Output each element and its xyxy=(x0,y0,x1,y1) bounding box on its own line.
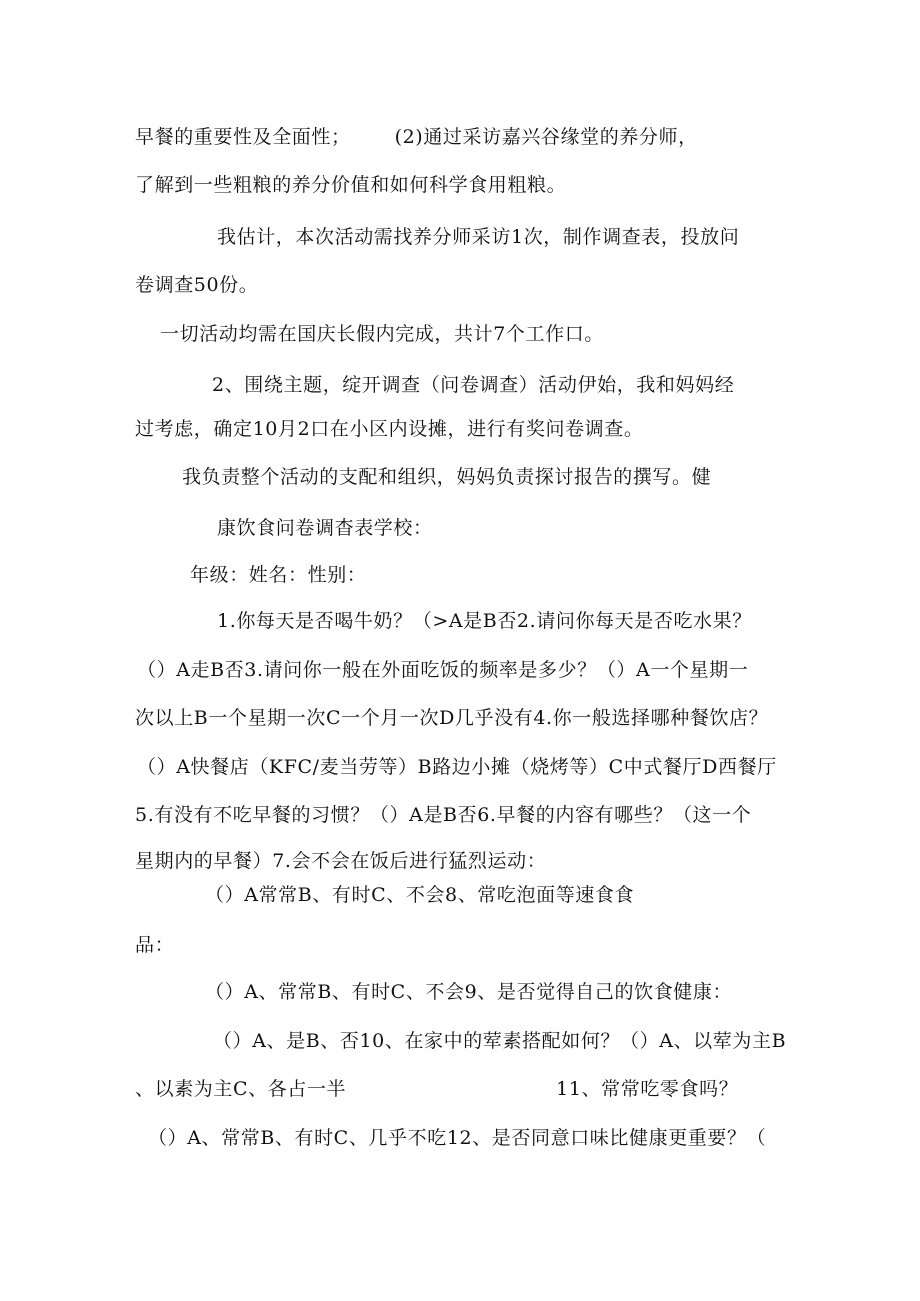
text-line: 1.你每天是否喝牛奶？（>A是B否2.请问你每天是否吃水果？ xyxy=(217,610,752,632)
text-line: （）A、是B、否10、在家中的荤素搭配如何？（）A、以荤为主B xyxy=(213,1030,787,1052)
text-line: （）A快餐店（KFC/麦当劳等）B路边小摊（烧烤等）C中式餐厅D西餐厅 xyxy=(137,756,777,778)
text-line: （）A、常常B、有时C、几乎不吃12、是否同意口味比健康更重要？（ xyxy=(148,1127,767,1149)
text-line: （）A常常B、有时C、不会8、常吃泡面等速食食 xyxy=(205,884,635,906)
text-line: 一切活动均需在国庆长假内完成，共计7个工作口。 xyxy=(160,323,604,345)
text-line: 康饮食问卷调杳表学校： xyxy=(217,517,433,539)
text-line: 了解到一些粗粮的养分价值和如何科学食用粗粮。 xyxy=(135,174,567,196)
text-line: 品： xyxy=(135,934,175,956)
text-line: 2、围绕主题，绽开调查（问卷调查）活动伊始，我和妈妈经 xyxy=(212,374,735,396)
text-line: 我估计，本次活动需找养分师采访1次，制作调查表，投放问 xyxy=(217,226,740,248)
text-line: 年级：姓名：性别： xyxy=(190,564,367,586)
text-line: 卷调查50份。 xyxy=(135,274,259,296)
text-line: 星期内的早餐）7.会不会在饭后进行猛烈运动： xyxy=(135,850,547,872)
text-line xyxy=(135,1074,738,1104)
text-line: （）A走B否3.请问你一般在外面吃饭的频率是多少？（）A一个星期一 xyxy=(137,659,749,681)
text-segment: 早餐的重要性及全面性； xyxy=(135,126,351,148)
text-segment: (2)通过采访嘉兴谷缘堂的养分师， xyxy=(394,126,698,148)
text-line xyxy=(135,122,698,152)
text-line: 5.有没有不吃早餐的习惯？（）A是B否6.早餐的内容有哪些？（这一个 xyxy=(135,804,752,826)
text-line: 次以上B一个星期一次C一个月一次D几乎没有4.你一般选择哪种餐饮店？ xyxy=(135,707,769,729)
text-segment: 11、常常吃零食吗？ xyxy=(556,1078,739,1100)
text-line: 我负责整个活动的支配和组织，妈妈负责探讨报告的撰写。健 xyxy=(182,466,712,488)
text-line: 过考虑，确定10月2口在小区内设摊，进行有奖问卷调查。 xyxy=(135,418,644,440)
text-line: （）A、常常B、有时C、不会9、是否觉得自己的饮食健康： xyxy=(205,981,733,1003)
text-segment: 、以素为主C、各占一半 xyxy=(135,1078,347,1100)
